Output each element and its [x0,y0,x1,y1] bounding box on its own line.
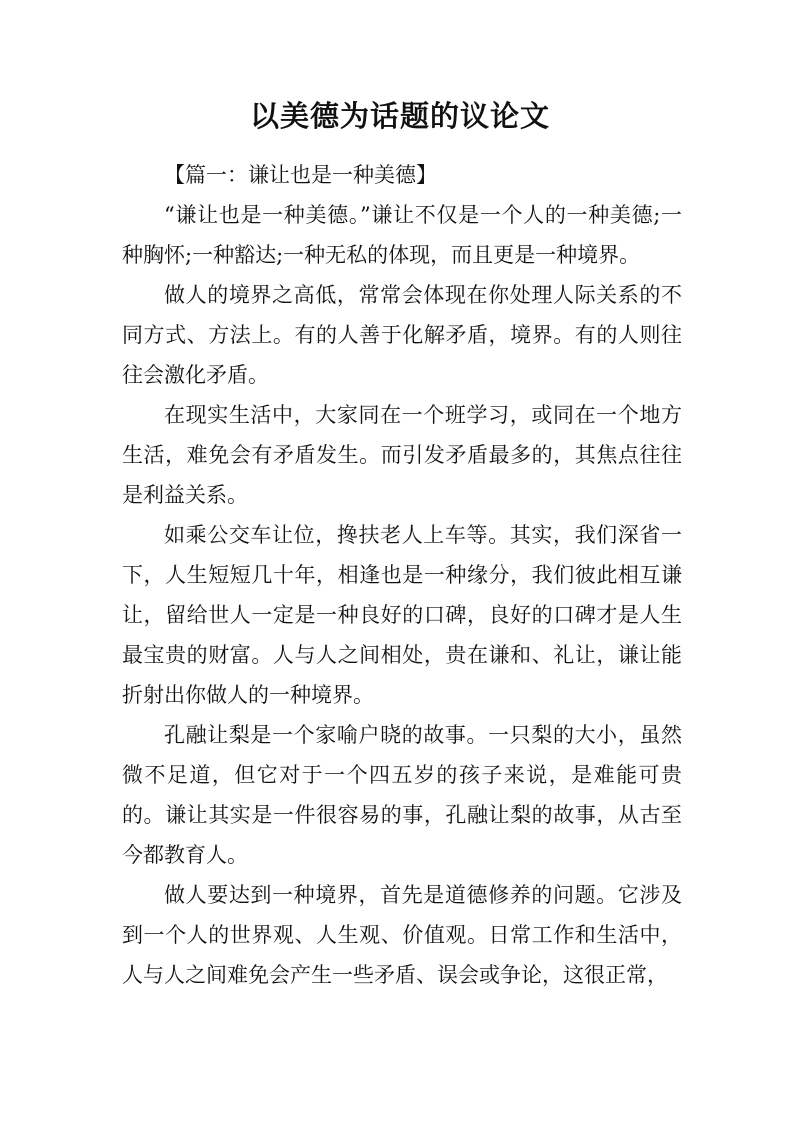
paragraph-4: 如乘公交车让位，搀扶老人上车等。其实，我们深省一下，人生短短几十年，相逢也是一种缘分，我们彼此相互谦让，留给世人一定是一种良好的口碑，良好的口碑才是人生最宝贵的财富。人与人之间相处，贵在谦和、礼让，谦让能折射出你做人的一种境界。 [122,523,682,707]
document-body [122,155,682,995]
section-heading: 【篇一：谦让也是一种美德】 [164,163,437,187]
paragraph-3: 在现实生活中，大家同在一个班学习，或同在一个地方生活，难免会有矛盾发生。而引发矛盾最多的，其焦点往往是利益关系。 [122,403,682,507]
paragraph-2: 做人的境界之高低，常常会体现在你处理人际关系的不同方式、方法上。有的人善于化解矛盾，境界。有的人则往往会激化矛盾。 [122,283,682,387]
document-title: 以美德为话题的议论文 [249,99,550,133]
paragraph-1: “谦让也是一种美德。”谦让不仅是一个人的一种美德;一种胸怀;一种豁达;一种无私的体现，而且更是一种境界。 [122,203,682,267]
paragraph-5: 孔融让梨是一个家喻户晓的故事。一只梨的大小，虽然微不足道，但它对于一个四五岁的孩子来说，是难能可贵的。谦让其实是一件很容易的事，孔融让梨的故事，从古至今都教育人。 [122,723,682,867]
paragraph-6: 做人要达到一种境界，首先是道德修养的问题。它涉及到一个人的世界观、人生观、价值观。日常工作和生活中，人与人之间难免会产生一些矛盾、误会或争论，这很正常， [122,883,682,987]
